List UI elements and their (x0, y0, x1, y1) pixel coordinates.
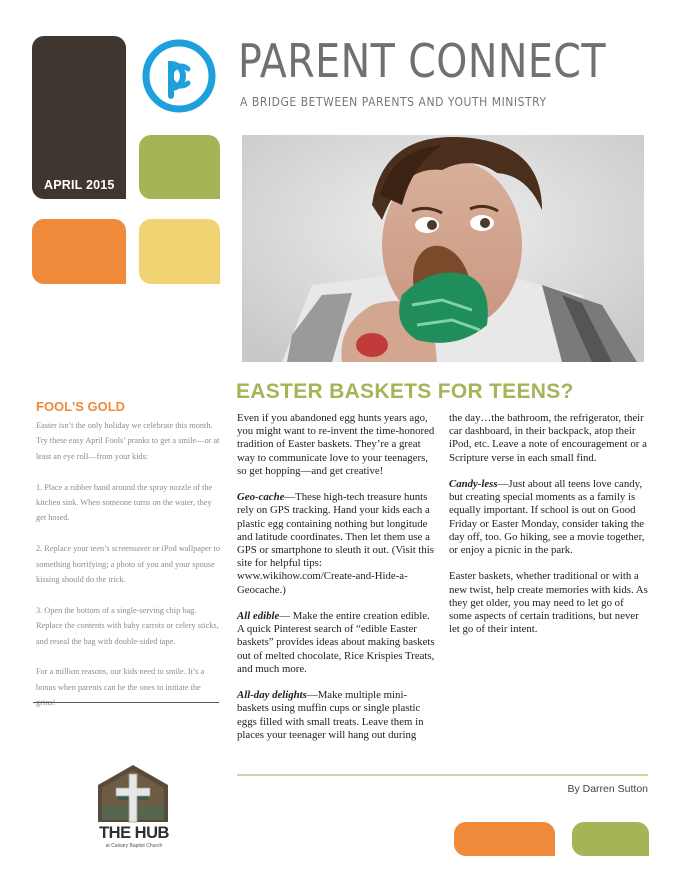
article-paragraph-allday (237, 689, 437, 742)
decor-tile-yellow (139, 219, 220, 284)
date-tile (32, 36, 126, 199)
text-edible: — Make the entire creation edible. A quick Pinterest search of “edible Easter baskets” provides ideas about making baskets out of melted chocolate, Rice Krispies Treats, and much more. (237, 610, 435, 675)
decor-tile-green (139, 135, 220, 199)
lead-candyless: Candy-less (449, 478, 498, 490)
footer-tile-orange (454, 822, 555, 856)
lead-geocache: Geo-cache (237, 491, 285, 504)
sidebar-body (36, 418, 222, 726)
teen-eating-chocolate-egg-photo (242, 135, 644, 362)
text-allday: —Make multiple mini-baskets using muffin cups or single plastic eggs filled with small treats. Leave them in places your teenager will hang out during (237, 689, 424, 741)
text-candyless: —Just about all teens love candy, but creating special moments as a family is equally important. If school is out on Good Friday or Easter Monday, consider taking the day off, too. Go hiking, see a movie together, or enjoy a picnic in the park. (449, 478, 645, 557)
article-column-2 (449, 412, 649, 650)
sidebar-paragraph: 1. Place a rubber band around the spray nozzle of the kitchen sink. When someone turns on the water, they get hosed. (36, 482, 213, 523)
sidebar-paragraph: Easter isn’t the only holiday we celebrate this month. Try these easy April Fools’ pranks to get a smile—or at least an eye roll—from your kids: (36, 421, 220, 461)
newsletter-subtitle: A BRIDGE BETWEEN PARENTS AND YOUTH MINISTRY (240, 95, 547, 109)
article-continued: the day…the bathroom, the refrigerator, their car dashboard, in their backpack, atop their iPod, etc. Leave a note of encouragement or a Scripture verse in each small find. (449, 412, 647, 464)
article-intro: Even if you abandoned egg hunts years ago, you might want to re-invent the time-honored tradition of Easter baskets. They’re a great way to communicate love to your teenagers, so get hopping—and get creative! (237, 412, 435, 477)
pc-circle-logo-icon (141, 38, 217, 114)
article-divider (237, 774, 648, 776)
footer-tile-green (572, 822, 649, 856)
sidebar-divider (33, 702, 219, 703)
article-closing: Easter baskets, whether traditional or with a new twist, help create memories with kids. As they get older, you may need to let go of some aspects of certain traditions, but never let go of their intent. (449, 570, 648, 636)
hub-logo-subtitle: at Calvary Baptist Church (105, 843, 163, 849)
lead-allday: All-day delights (237, 689, 307, 702)
article-byline: By Darren Sutton (567, 783, 648, 795)
issue-date: APRIL 2015 (44, 178, 115, 192)
article-paragraph-candyless (449, 478, 649, 557)
newsletter-title: PARENT CONNECT (238, 34, 606, 88)
sidebar-paragraph: 2. Replace your teen’s screensaver or iPod wallpaper to something horrifying; a photo of you and your spouse kissing should do the trick. (36, 544, 221, 585)
hub-logo-name: THE HUB (99, 824, 169, 842)
article-paragraph-geocache (237, 491, 437, 597)
lead-edible: All edible (237, 610, 280, 623)
text-geocache: —These high-tech treasure hunts rely on GPS tracking. Hand your kids each a plastic egg containing nothing but longitude and latitude coordinates. Then let them use a GPS or smartphone to sleuth it out. (Visit this site for helpful tips: www.wikihow.com/Create-and-Hide-a-Geocache.) (237, 491, 434, 596)
sidebar-paragraph: For a million reasons, our kids need to smile. It’s a bonus when parents can be the ones to initiate the (36, 667, 205, 692)
sidebar-paragraph: 3. Open the bottom of a single-serving chip bag. Replace the contents with baby carrots or celery sticks, and reseal the bag with double-sided tape. (36, 605, 219, 646)
article-title: EASTER BASKETS FOR TEENS? (236, 380, 574, 403)
decor-tile-orange (32, 219, 126, 284)
sidebar-title: FOOL'S GOLD (36, 399, 126, 414)
article-paragraph-edible (237, 610, 437, 676)
article-column-1 (237, 412, 437, 755)
